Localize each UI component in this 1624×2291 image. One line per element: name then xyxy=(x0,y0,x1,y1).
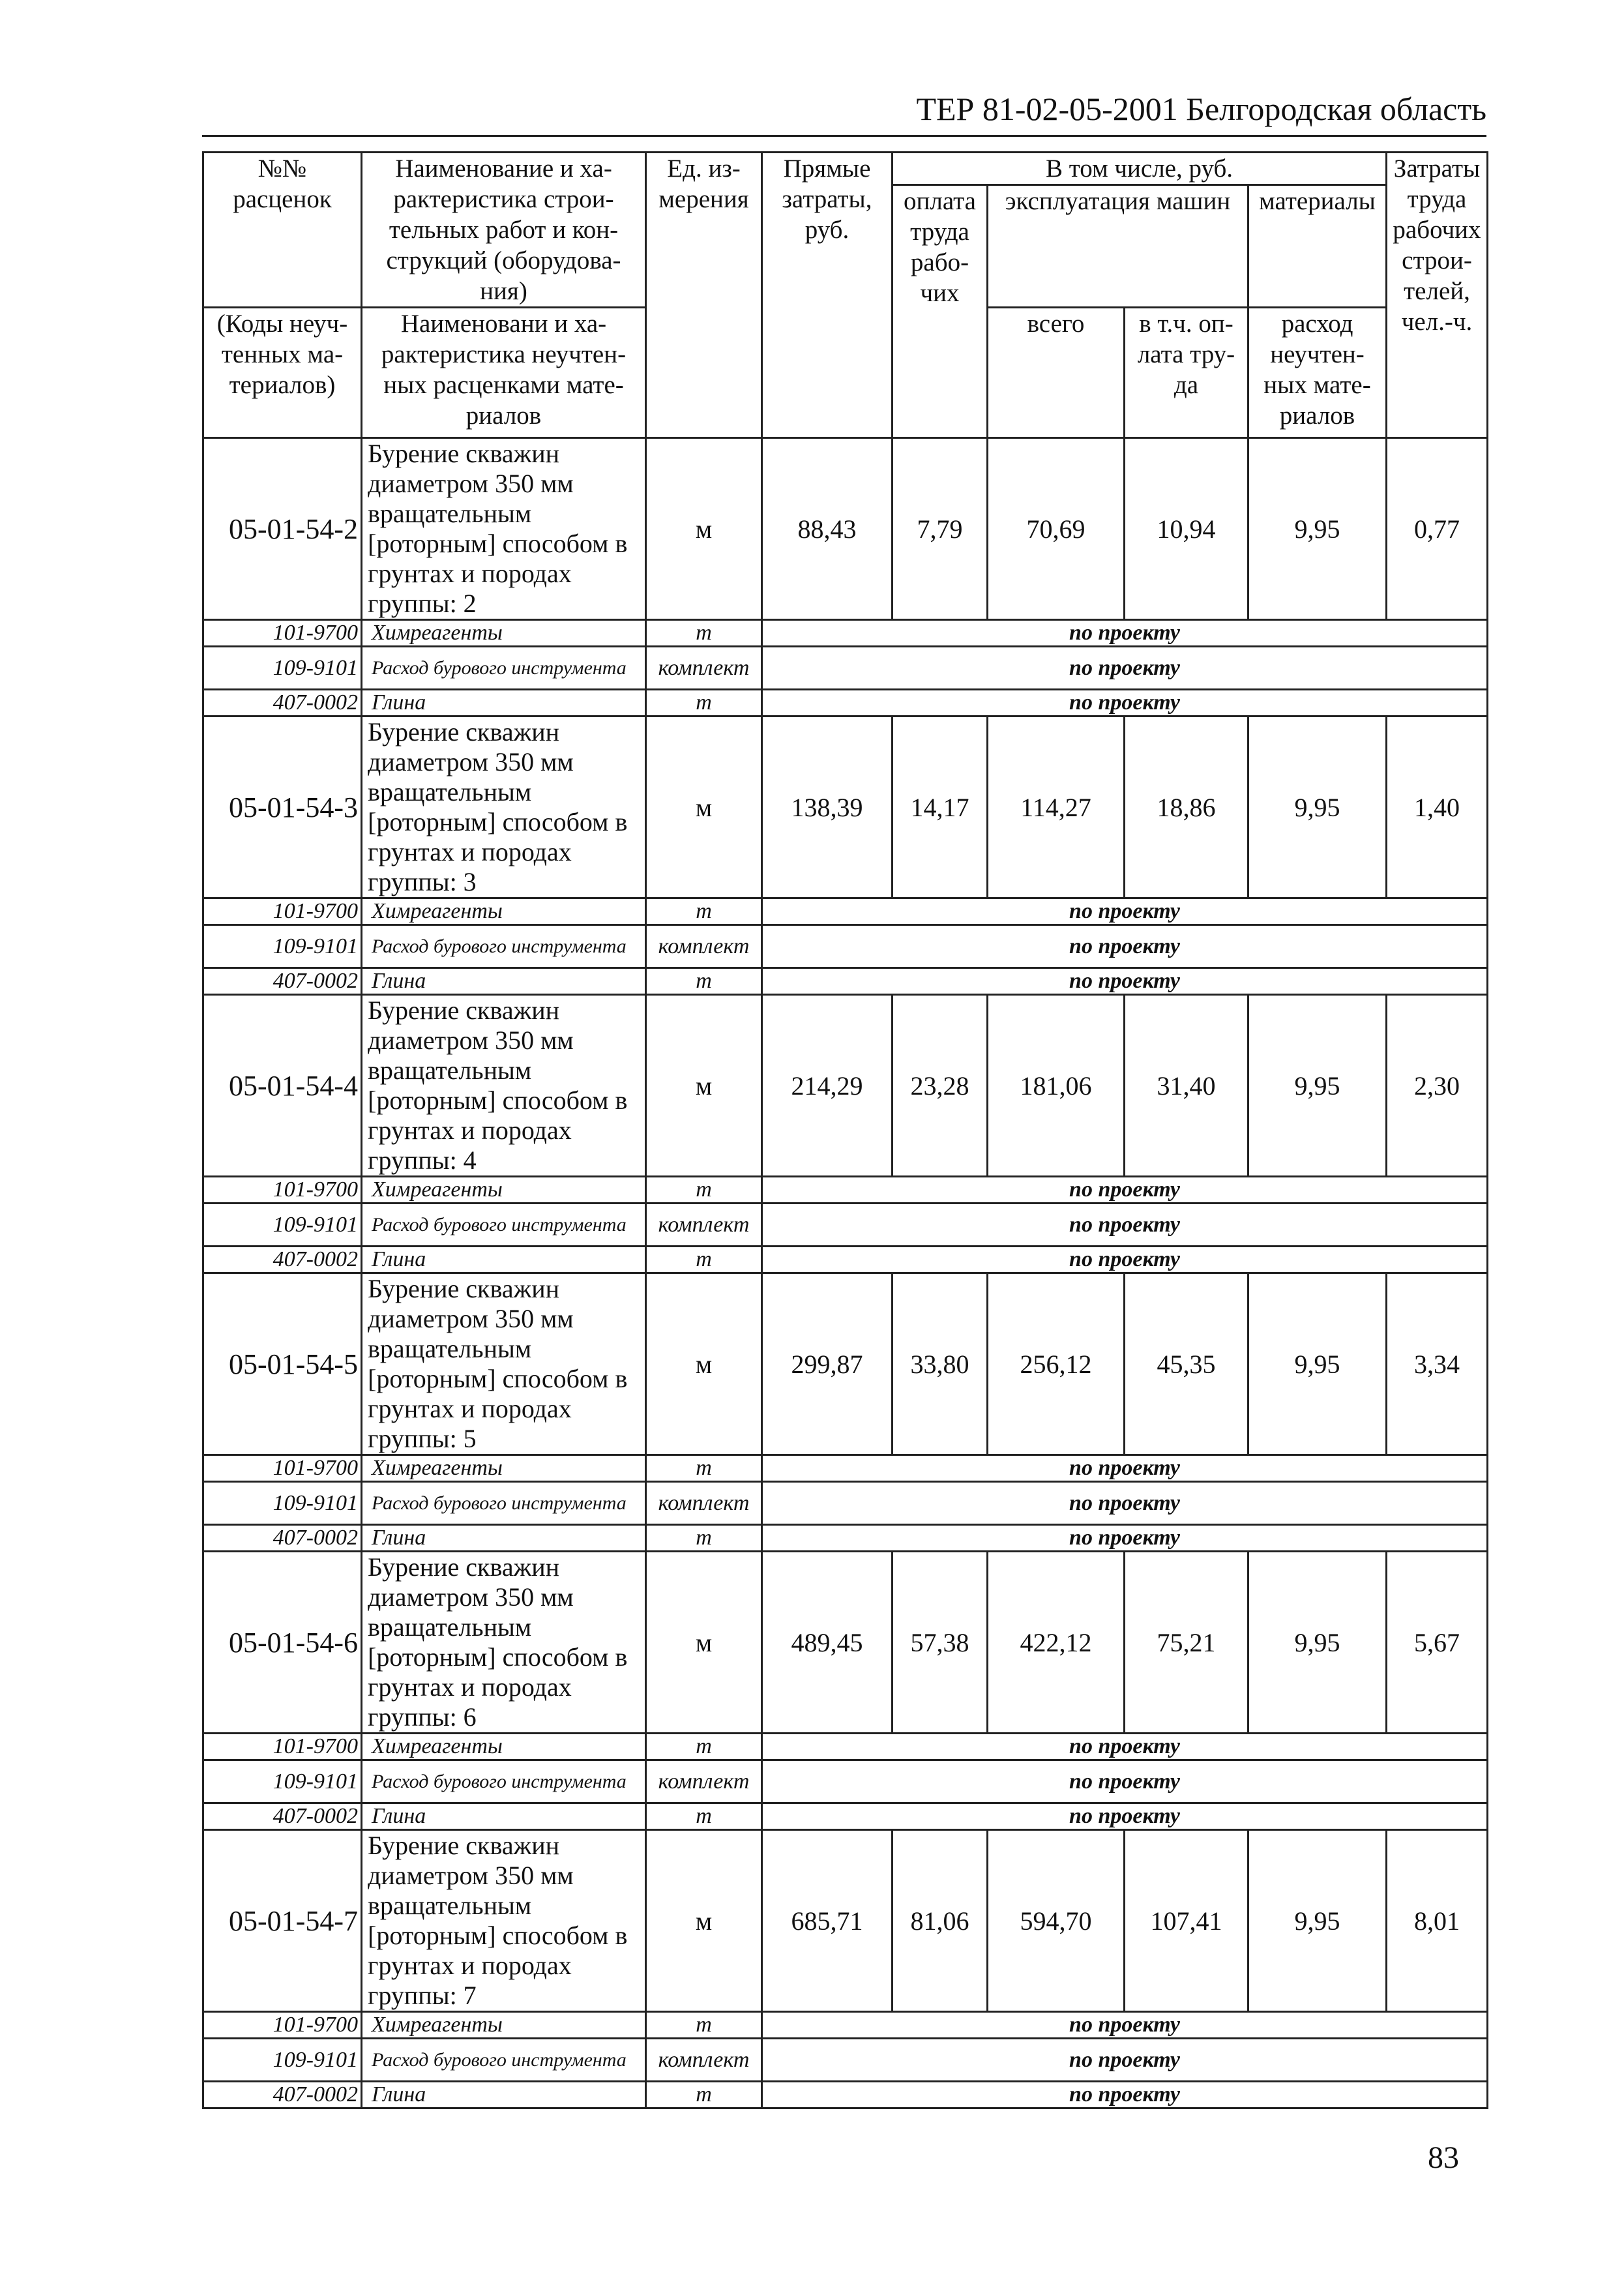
header-direct: Прямые затраты, руб. xyxy=(762,153,893,438)
material-code: 109-9101 xyxy=(203,2039,362,2082)
unaccounted-material-row xyxy=(203,925,1488,968)
rate-code: 05-01-54-7 xyxy=(203,1830,362,2012)
machines-wage: 10,94 xyxy=(1125,438,1248,620)
material-unit: т xyxy=(646,898,762,925)
material-note: по проекту xyxy=(762,1204,1488,1247)
unaccounted-material-row xyxy=(203,1455,1488,1482)
machines-total: 70,69 xyxy=(988,438,1125,620)
machines-wage: 31,40 xyxy=(1125,995,1248,1177)
machines-wage: 75,21 xyxy=(1125,1552,1248,1734)
rate-code: 05-01-54-4 xyxy=(203,995,362,1177)
material-unit: комплект xyxy=(646,2039,762,2082)
work-name: Бурение скважин диаметром 350 мм вращательным [роторным] способом в грунтах и породах группы: 2 xyxy=(362,438,646,620)
header-machines: эксплуатация машин xyxy=(988,185,1248,308)
rate-code: 05-01-54-6 xyxy=(203,1552,362,1734)
material-note: по проекту xyxy=(762,1803,1488,1830)
rate-code: 05-01-54-3 xyxy=(203,717,362,898)
material-code: 101-9700 xyxy=(203,1177,362,1204)
material-unit: т xyxy=(646,1525,762,1552)
material-unit: комплект xyxy=(646,1760,762,1803)
unaccounted-material-row xyxy=(203,647,1488,690)
material-unit: т xyxy=(646,2082,762,2108)
unit: м xyxy=(646,1273,762,1455)
price-row xyxy=(203,1552,1488,1734)
material-code: 101-9700 xyxy=(203,898,362,925)
unit: м xyxy=(646,1830,762,2012)
header-codes: (Коды неуч- тенных ма- териалов) xyxy=(203,308,362,438)
material-code: 407-0002 xyxy=(203,690,362,717)
material-code: 101-9700 xyxy=(203,2012,362,2039)
direct-costs: 214,29 xyxy=(762,995,893,1177)
unaccounted-material-row xyxy=(203,898,1488,925)
material-note: по проекту xyxy=(762,2012,1488,2039)
table-body xyxy=(203,438,1488,2108)
wages: 7,79 xyxy=(893,438,988,620)
machines-wage: 45,35 xyxy=(1125,1273,1248,1455)
material-code: 109-9101 xyxy=(203,925,362,968)
material-name: Химреагенты xyxy=(362,1455,646,1482)
direct-costs: 88,43 xyxy=(762,438,893,620)
material-note: по проекту xyxy=(762,647,1488,690)
material-name: Глина xyxy=(362,2082,646,2108)
material-code: 109-9101 xyxy=(203,1482,362,1525)
material-name: Расход бурового инструмента xyxy=(362,1760,646,1803)
price-row xyxy=(203,1273,1488,1455)
material-unit: т xyxy=(646,620,762,647)
materials: 9,95 xyxy=(1248,438,1387,620)
material-name: Глина xyxy=(362,690,646,717)
labor-costs: 2,30 xyxy=(1387,995,1488,1177)
header-materials: материалы xyxy=(1248,185,1387,308)
direct-costs: 299,87 xyxy=(762,1273,893,1455)
labor-costs: 3,34 xyxy=(1387,1273,1488,1455)
rate-code: 05-01-54-2 xyxy=(203,438,362,620)
direct-costs: 489,45 xyxy=(762,1552,893,1734)
header-rule xyxy=(202,135,1486,137)
header-name: Наименование и ха- рактеристика строи- тельных работ и кон- струкций (оборудова- ния) xyxy=(362,153,646,308)
material-note: по проекту xyxy=(762,1525,1488,1552)
page-number: 83 xyxy=(1428,2140,1459,2175)
material-unit: т xyxy=(646,1177,762,1204)
material-code: 101-9700 xyxy=(203,620,362,647)
material-name: Расход бурового инструмента xyxy=(362,2039,646,2082)
unaccounted-material-row xyxy=(203,2012,1488,2039)
material-code: 407-0002 xyxy=(203,1247,362,1273)
machines-total: 256,12 xyxy=(988,1273,1125,1455)
machines-wage: 18,86 xyxy=(1125,717,1248,898)
price-row xyxy=(203,1830,1488,2012)
material-code: 101-9700 xyxy=(203,1734,362,1760)
unit: м xyxy=(646,1552,762,1734)
direct-costs: 685,71 xyxy=(762,1830,893,2012)
material-code: 407-0002 xyxy=(203,2082,362,2108)
price-row xyxy=(203,995,1488,1177)
material-name: Глина xyxy=(362,1247,646,1273)
unaccounted-material-row xyxy=(203,690,1488,717)
header-machines-wage: в т.ч. оп- лата тру- да xyxy=(1125,308,1248,438)
material-note: по проекту xyxy=(762,968,1488,995)
material-name: Глина xyxy=(362,968,646,995)
materials: 9,95 xyxy=(1248,995,1387,1177)
material-name: Химреагенты xyxy=(362,1177,646,1204)
price-row xyxy=(203,438,1488,620)
unaccounted-material-row xyxy=(203,2082,1488,2108)
page-header-title: ТЕР 81-02-05-2001 Белгородская область xyxy=(916,91,1486,127)
header-unit: Ед. из- мерения xyxy=(646,153,762,438)
work-name: Бурение скважин диаметром 350 мм вращательным [роторным] способом в грунтах и породах группы: 7 xyxy=(362,1830,646,2012)
material-unit: т xyxy=(646,1734,762,1760)
material-unit: т xyxy=(646,968,762,995)
wages: 23,28 xyxy=(893,995,988,1177)
material-note: по проекту xyxy=(762,1760,1488,1803)
material-name: Химреагенты xyxy=(362,898,646,925)
material-name: Глина xyxy=(362,1525,646,1552)
unit: м xyxy=(646,717,762,898)
unaccounted-material-row xyxy=(203,2039,1488,2082)
material-code: 407-0002 xyxy=(203,1525,362,1552)
material-code: 407-0002 xyxy=(203,968,362,995)
material-name: Расход бурового инструмента xyxy=(362,1482,646,1525)
machines-total: 422,12 xyxy=(988,1552,1125,1734)
unaccounted-material-row xyxy=(203,1803,1488,1830)
labor-costs: 5,67 xyxy=(1387,1552,1488,1734)
direct-costs: 138,39 xyxy=(762,717,893,898)
material-unit: т xyxy=(646,690,762,717)
unaccounted-material-row xyxy=(203,1204,1488,1247)
unaccounted-material-row xyxy=(203,1734,1488,1760)
material-note: по проекту xyxy=(762,1177,1488,1204)
material-name: Расход бурового инструмента xyxy=(362,925,646,968)
unaccounted-material-row xyxy=(203,1177,1488,1204)
unaccounted-material-row xyxy=(203,1247,1488,1273)
labor-costs: 8,01 xyxy=(1387,1830,1488,2012)
labor-costs: 0,77 xyxy=(1387,438,1488,620)
material-unit: т xyxy=(646,1247,762,1273)
material-name: Глина xyxy=(362,1803,646,1830)
material-unit: т xyxy=(646,1803,762,1830)
labor-costs: 1,40 xyxy=(1387,717,1488,898)
wages: 33,80 xyxy=(893,1273,988,1455)
header-materials-unaccounted: расход неучтен- ных мате- риалов xyxy=(1248,308,1387,438)
material-unit: комплект xyxy=(646,925,762,968)
material-note: по проекту xyxy=(762,1455,1488,1482)
material-unit: комплект xyxy=(646,1204,762,1247)
material-note: по проекту xyxy=(762,620,1488,647)
material-unit: комплект xyxy=(646,647,762,690)
material-note: по проекту xyxy=(762,2039,1488,2082)
header-incl: В том числе, руб. xyxy=(893,153,1387,185)
header-wages: оплата труда рабо- чих xyxy=(893,185,988,438)
materials: 9,95 xyxy=(1248,717,1387,898)
material-note: по проекту xyxy=(762,1482,1488,1525)
material-name: Химреагенты xyxy=(362,2012,646,2039)
work-name: Бурение скважин диаметром 350 мм вращательным [роторным] способом в грунтах и породах группы: 6 xyxy=(362,1552,646,1734)
machines-total: 181,06 xyxy=(988,995,1125,1177)
material-code: 109-9101 xyxy=(203,1760,362,1803)
materials: 9,95 xyxy=(1248,1273,1387,1455)
work-name: Бурение скважин диаметром 350 мм вращательным [роторным] способом в грунтах и породах группы: 3 xyxy=(362,717,646,898)
material-code: 109-9101 xyxy=(203,647,362,690)
wages: 14,17 xyxy=(893,717,988,898)
unaccounted-material-row xyxy=(203,1760,1488,1803)
wages: 81,06 xyxy=(893,1830,988,2012)
material-note: по проекту xyxy=(762,898,1488,925)
rate-code: 05-01-54-5 xyxy=(203,1273,362,1455)
machines-total: 594,70 xyxy=(988,1830,1125,2012)
unaccounted-material-row xyxy=(203,968,1488,995)
machines-wage: 107,41 xyxy=(1125,1830,1248,2012)
header-num: №№ расценок xyxy=(203,153,362,308)
wages: 57,38 xyxy=(893,1552,988,1734)
unaccounted-material-row xyxy=(203,1482,1488,1525)
material-note: по проекту xyxy=(762,1247,1488,1273)
table-header xyxy=(203,153,1488,438)
materials: 9,95 xyxy=(1248,1552,1387,1734)
material-code: 407-0002 xyxy=(203,1803,362,1830)
material-name: Расход бурового инструмента xyxy=(362,1204,646,1247)
material-code: 109-9101 xyxy=(203,1204,362,1247)
material-code: 101-9700 xyxy=(203,1455,362,1482)
material-unit: т xyxy=(646,2012,762,2039)
material-unit: т xyxy=(646,1455,762,1482)
material-note: по проекту xyxy=(762,690,1488,717)
header-labor: Затраты труда рабочих строи- телей, чел.-ч. xyxy=(1387,153,1488,438)
materials: 9,95 xyxy=(1248,1830,1387,2012)
material-name: Расход бурового инструмента xyxy=(362,647,646,690)
material-name: Химреагенты xyxy=(362,620,646,647)
unit: м xyxy=(646,995,762,1177)
material-note: по проекту xyxy=(762,925,1488,968)
unaccounted-material-row xyxy=(203,1525,1488,1552)
material-unit: комплект xyxy=(646,1482,762,1525)
work-name: Бурение скважин диаметром 350 мм вращательным [роторным] способом в грунтах и породах группы: 5 xyxy=(362,1273,646,1455)
unaccounted-material-row xyxy=(203,620,1488,647)
material-name: Химреагенты xyxy=(362,1734,646,1760)
header-name-unaccounted: Наименовани и ха- рактеристика неучтен- ных расценками мате- риалов xyxy=(362,308,646,438)
work-name: Бурение скважин диаметром 350 мм вращательным [роторным] способом в грунтах и породах группы: 4 xyxy=(362,995,646,1177)
machines-total: 114,27 xyxy=(988,717,1125,898)
price-table xyxy=(202,151,1488,2109)
unit: м xyxy=(646,438,762,620)
price-row xyxy=(203,717,1488,898)
header-machines-total: всего xyxy=(988,308,1125,438)
material-note: по проекту xyxy=(762,1734,1488,1760)
material-note: по проекту xyxy=(762,2082,1488,2108)
